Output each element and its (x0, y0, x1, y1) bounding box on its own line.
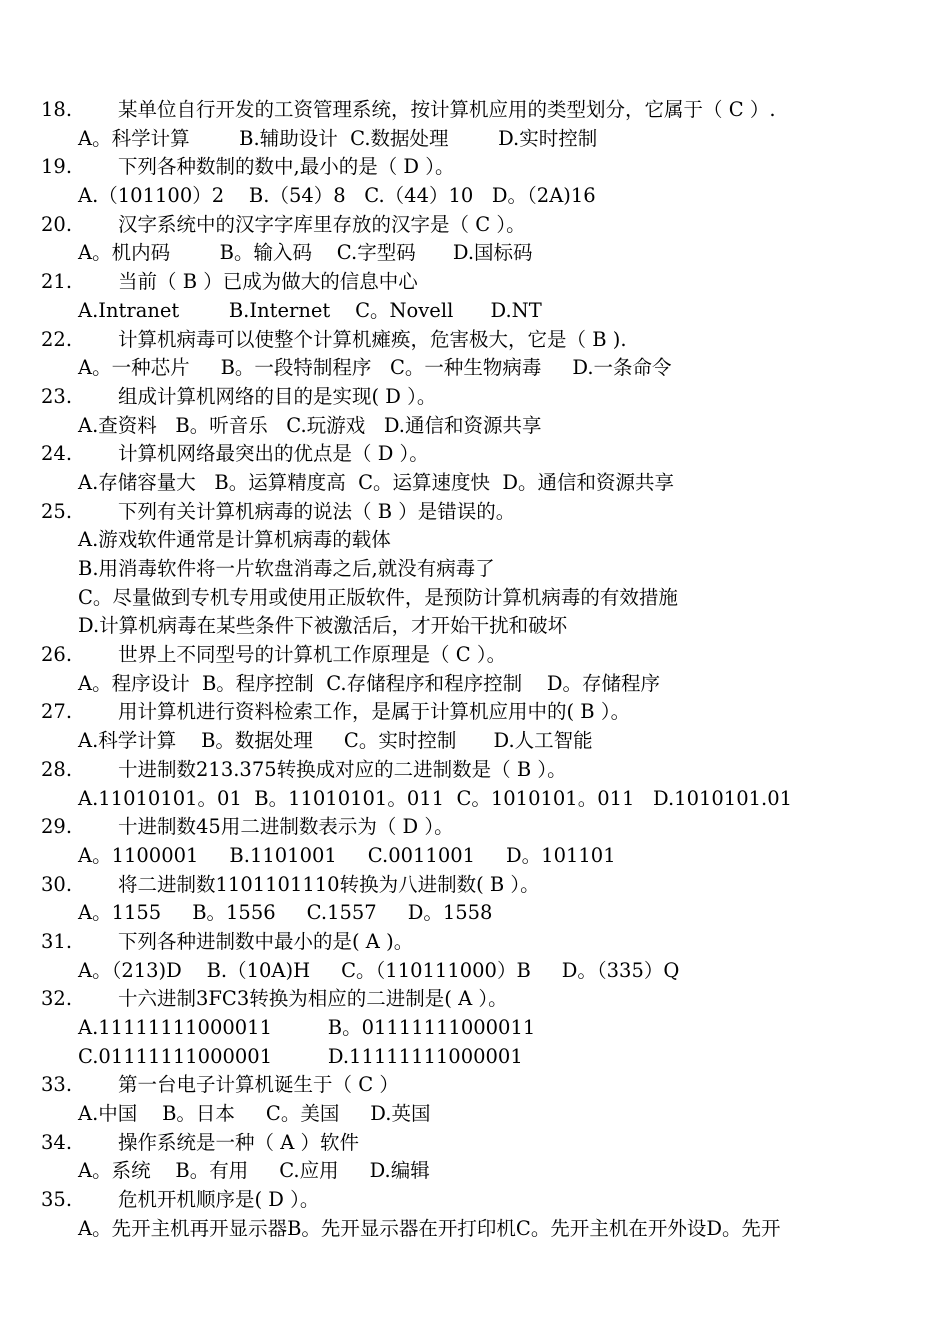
question-line (0, 498, 950, 527)
answer-options (0, 469, 950, 498)
question-number: 27. (41, 700, 73, 724)
question-number: 25. (41, 499, 73, 523)
answer-options-text: A。1100001 B.1101001 C.0011001 D。101101 (78, 843, 616, 867)
question-number: 29. (41, 815, 73, 839)
question-line (0, 641, 950, 670)
answer-options (0, 785, 950, 814)
question-line (0, 211, 950, 240)
question-line (0, 871, 950, 900)
question-text: 计算机病毒可以使整个计算机瘫痪，危害极大，它是（ B ). (118, 327, 627, 351)
question-line (0, 813, 950, 842)
question-line (0, 698, 950, 727)
question-text: 十进制数45用二进制数表示为（ D ）。 (118, 815, 454, 839)
question-line (0, 928, 950, 957)
question-text: 下列各种进制数中最小的是( A )。 (118, 929, 414, 953)
question-number: 35. (41, 1188, 73, 1212)
question-number: 34. (41, 1130, 73, 1154)
question-text: 第一台电子计算机诞生于（ C ） (118, 1073, 399, 1097)
answer-options-text: A。一种芯片 B。一段特制程序 C。一种生物病毒 D.一条命令 (78, 356, 672, 380)
answer-options-text: B.用消毒软件将一片软盘消毒之后,就没有病毒了 (78, 557, 495, 580)
question-line (0, 985, 950, 1014)
question-text: 下列有关计算机病毒的说法（ B ）是错误的。 (118, 499, 516, 523)
answer-options (0, 354, 950, 383)
question-text: 十进制数213.375转换成对应的二进制数是（ B ）。 (118, 757, 567, 781)
question-number: 33. (41, 1073, 73, 1097)
question-line (0, 268, 950, 297)
answer-options-text: A.11010101。01 B。11010101。011 C。1010101。011 D.1010101.01 (78, 786, 793, 810)
question-text: 汉字系统中的汉字字库里存放的汉字是（ C ）。 (118, 212, 526, 236)
answer-options (0, 182, 950, 211)
answer-options-text: A.存储容量大 B。运算精度高 C。运算速度快 D。通信和资源共享 (78, 470, 675, 494)
question-line (0, 96, 950, 125)
question-number: 23. (41, 384, 73, 408)
answer-options-text: D.计算机病毒在某些条件下被激活后，才开始干扰和破坏 (78, 614, 568, 638)
answer-options-text: A.11111111000011 B。01111111000011 (78, 1016, 536, 1039)
question-text: 将二进制数1101101110转换为八进制数( B ）。 (118, 872, 540, 896)
answer-options-text: A。程序设计 B。程序控制 C.存储程序和程序控制 D。存储程序 (78, 671, 661, 695)
answer-options (0, 727, 950, 756)
question-number: 24. (41, 442, 73, 466)
question-line (0, 326, 950, 355)
question-text: 当前（ B ）已成为做大的信息中心 (118, 270, 418, 294)
question-line (0, 1129, 950, 1158)
question-text: 用计算机进行资料检索工作，是属于计算机应用中的( B ）。 (118, 700, 631, 724)
answer-options (0, 670, 950, 699)
answer-options (0, 239, 950, 268)
question-number: 28. (41, 757, 73, 781)
answer-options (0, 412, 950, 441)
question-line (0, 1186, 950, 1215)
question-number: 30. (41, 872, 73, 896)
answer-options (0, 1014, 950, 1043)
question-line (0, 1071, 950, 1100)
question-number: 19. (41, 155, 73, 179)
answer-options-text: A.Intranet B.Internet C。Novell D.NT (78, 298, 542, 322)
question-line (0, 440, 950, 469)
answer-options (0, 1100, 950, 1129)
answer-options (0, 526, 950, 555)
question-text: 十六进制3FC3转换为相应的二进制是( A ）。 (118, 987, 508, 1011)
answer-options-text: A。先开主机再开显示器B。先开显示器在开打印机C。先开主机在开外设D。先开 (78, 1216, 781, 1240)
answer-options-text: A.中国 B。日本 C。美国 D.英国 (78, 1102, 431, 1126)
answer-options (0, 957, 950, 986)
answer-options (0, 842, 950, 871)
question-number: 31. (41, 929, 73, 953)
answer-options-text: A.查资料 B。听音乐 C.玩游戏 D.通信和资源共享 (78, 413, 542, 437)
question-number: 26. (41, 643, 73, 667)
answer-options (0, 125, 950, 154)
question-number: 20. (41, 212, 73, 236)
answer-options-text: A.科学计算 B。数据处理 C。实时控制 D.人工智能 (78, 729, 593, 753)
question-text: 下列各种数制的数中,最小的是（ D ）。 (118, 155, 455, 179)
question-number: 22. (41, 327, 73, 351)
answer-options (0, 1043, 950, 1072)
answer-options (0, 612, 950, 641)
answer-options-text: A。1155 B。1556 C.1557 D。1558 (78, 901, 493, 925)
answer-options (0, 899, 950, 928)
answer-options-text: A。机内码 B。输入码 C.字型码 D.国标码 (78, 241, 533, 265)
answer-options-text: A.（101100）2 B.（54）8 C.（44）10 D。（2A)16 (78, 184, 596, 208)
question-line (0, 383, 950, 412)
question-number: 18. (41, 98, 73, 121)
answer-options (0, 1157, 950, 1186)
answer-options (0, 1215, 950, 1244)
answer-options (0, 584, 950, 613)
question-text: 某单位自行开发的工资管理系统，按计算机应用的类型划分，它属于（ C ）. (118, 98, 776, 121)
answer-options-text: C.01111111000001 D.11111111000001 (78, 1044, 523, 1068)
answer-options-text: A。系统 B。有用 C.应用 D.编辑 (78, 1159, 430, 1183)
answer-options-text: C。尽量做到专机专用或使用正版软件，是预防计算机病毒的有效措施 (78, 585, 678, 609)
answer-options (0, 555, 950, 584)
question-text: 组成计算机网络的目的是实现( D ）。 (118, 384, 437, 408)
question-number: 21. (41, 270, 73, 294)
question-text: 计算机网络最突出的优点是（ D ）。 (118, 442, 429, 466)
answer-options-text: A。（213)D B.（10A)H C。（110111000）B D。（335）Q (78, 958, 680, 982)
question-line (0, 153, 950, 182)
answer-options-text: A。科学计算 B.辅助设计 C.数据处理 D.实时控制 (78, 126, 598, 150)
answer-options (0, 297, 950, 326)
question-number: 32. (41, 987, 73, 1011)
question-line (0, 756, 950, 785)
question-list (0, 96, 950, 1244)
answer-options-text: A.游戏软件通常是计算机病毒的载体 (78, 528, 391, 552)
question-text: 操作系统是一种（ A ）软件 (118, 1130, 359, 1154)
question-text: 世界上不同型号的计算机工作原理是（ C ）。 (118, 643, 507, 667)
question-text: 危机开机顺序是( D ）。 (118, 1188, 320, 1212)
